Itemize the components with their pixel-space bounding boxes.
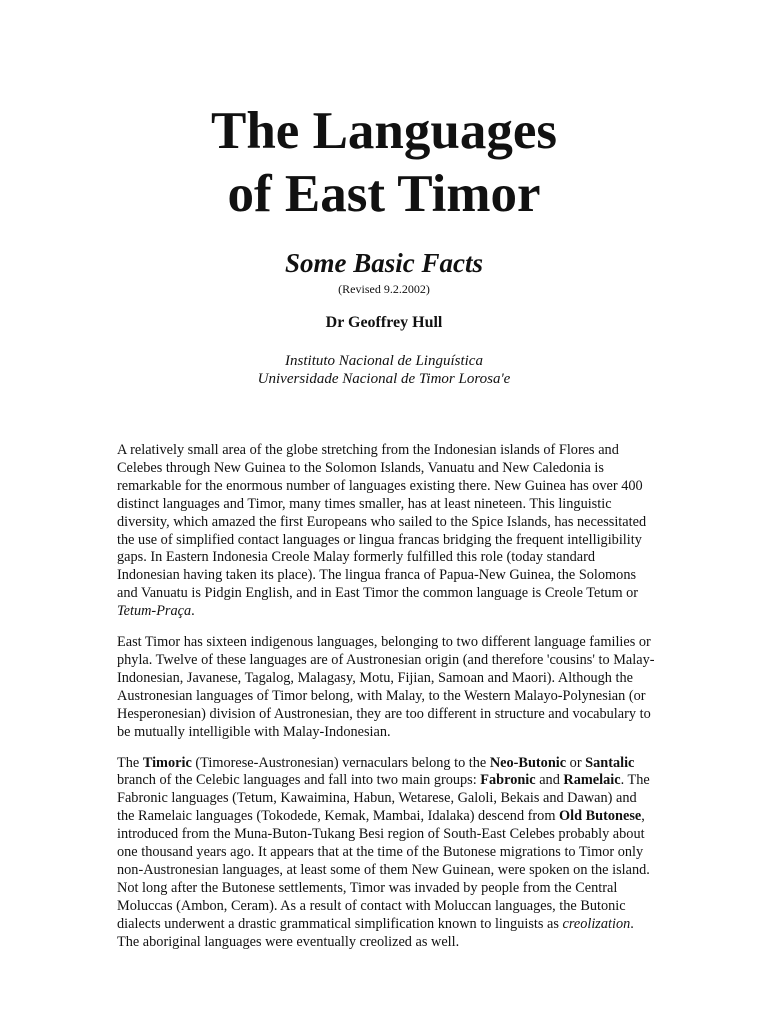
term-neo-butonic: Neo-Butonic: [489, 754, 567, 771]
paragraph-1-text: A relatively small area of the globe stretching from the Indonesian islands of Flores and Celebes through New Guinea to the Solomon Islands, Vanuatu and New Caledonia is remarkable for the enormous number of languages existing there. New Guinea has over 400 distinct languages and Timor, many times smaller, has at least nineteen. This linguistic diversity, which amazed the first Europeans who sailed to the Spice Islands, has necessitated the use of simplified contact languages or lingua francas bridging the frequent intelligibility gaps. In Eastern Indonesia Creole Malay formerly fulfilled this role (today standard Indonesian having taken its place). The lingua franca of Papua-New Guinea, the Solomons and Vanuatu is Pidgin English, and in East Timor the common language is Creole Tetum or: [117, 442, 647, 602]
title-line-2: of East Timor: [227, 165, 541, 223]
affiliation-line-1: Instituto Nacional de Linguística: [285, 353, 483, 369]
paragraph-3-text: . The Fabronic languages (Tetum, Kawaimina, Habun, Wetarese, Galoli, Bekais and Dawan) and the Ramelaic languages (Tokodede, Kemak, Mambai, Idalaka) descend from: [117, 772, 650, 825]
paragraph-3-text: or: [566, 754, 586, 771]
paragraph-3-text: branch of the Celebic languages and fall into two main groups:: [117, 772, 481, 789]
paragraph-1-italic: Tetum-Praça: [117, 603, 192, 620]
document-title: [0, 100, 768, 226]
term-ramelaic: Ramelaic: [563, 772, 621, 789]
term-fabronic: Fabronic: [480, 772, 536, 789]
paragraph-3-text: The: [117, 754, 143, 771]
author-affiliation: [0, 352, 768, 388]
paragraph-3-text: . The aboriginal languages were eventually creolized as well.: [117, 915, 634, 950]
paragraph-2: East Timor has sixteen indigenous languages, belonging to two different language families or phyla. Twelve of these languages are of Austronesian origin (and therefore 'cousins' to Malay-Indonesian, Javanese, Tagalog, Malagasy, Motu, Fijian, Samoan and Maori). Although the Austronesian languages of Timor belong, with Malay, to the Western Malayo-Polynesian (or Hesperonesian) division of Austronesian, they are too different in structure and vocabulary to be mutually intelligible with Malay-Indonesian.: [117, 634, 655, 740]
paragraph-3-text: , introduced from the Muna-Buton-Tukang Besi region of South-East Celebes probably about one thousand years ago. It appears that at the time of the Butonese migrations to Timor only non-Austronesian languages, at least some of them New Guinean, were spoken on the island. Not long after the Butonese settlements, Timor was invaded by people from the Central Moluccas (Ambon, Ceram). As a result of contact with Moluccan languages, the Butonic dialects underwent a drastic grammatical simplification known to linguists as: [117, 808, 650, 932]
document-subtitle: Some Basic Facts: [284, 248, 483, 278]
paragraph-1-end: .: [191, 603, 195, 620]
affiliation-line-2: Universidade Nacional de Timor Lorosa'e: [257, 371, 511, 387]
revision-date: (Revised 9.2.2002): [338, 282, 430, 296]
term-creolization: creolization: [562, 915, 631, 932]
term-timoric: Timoric: [142, 754, 192, 771]
paragraph-3: [117, 755, 657, 952]
author-name: Dr Geoffrey Hull: [325, 314, 443, 331]
body-text: [117, 442, 657, 964]
paragraph-1: [117, 442, 657, 621]
title-line-1: The Languages: [210, 102, 558, 160]
term-old-butonese: Old Butonese: [559, 808, 642, 825]
paragraph-3-text: and: [535, 772, 564, 789]
paragraph-3-text: (Timorese-Austronesian) vernaculars belong to the: [191, 754, 490, 771]
term-santalic: Santalic: [585, 754, 635, 771]
